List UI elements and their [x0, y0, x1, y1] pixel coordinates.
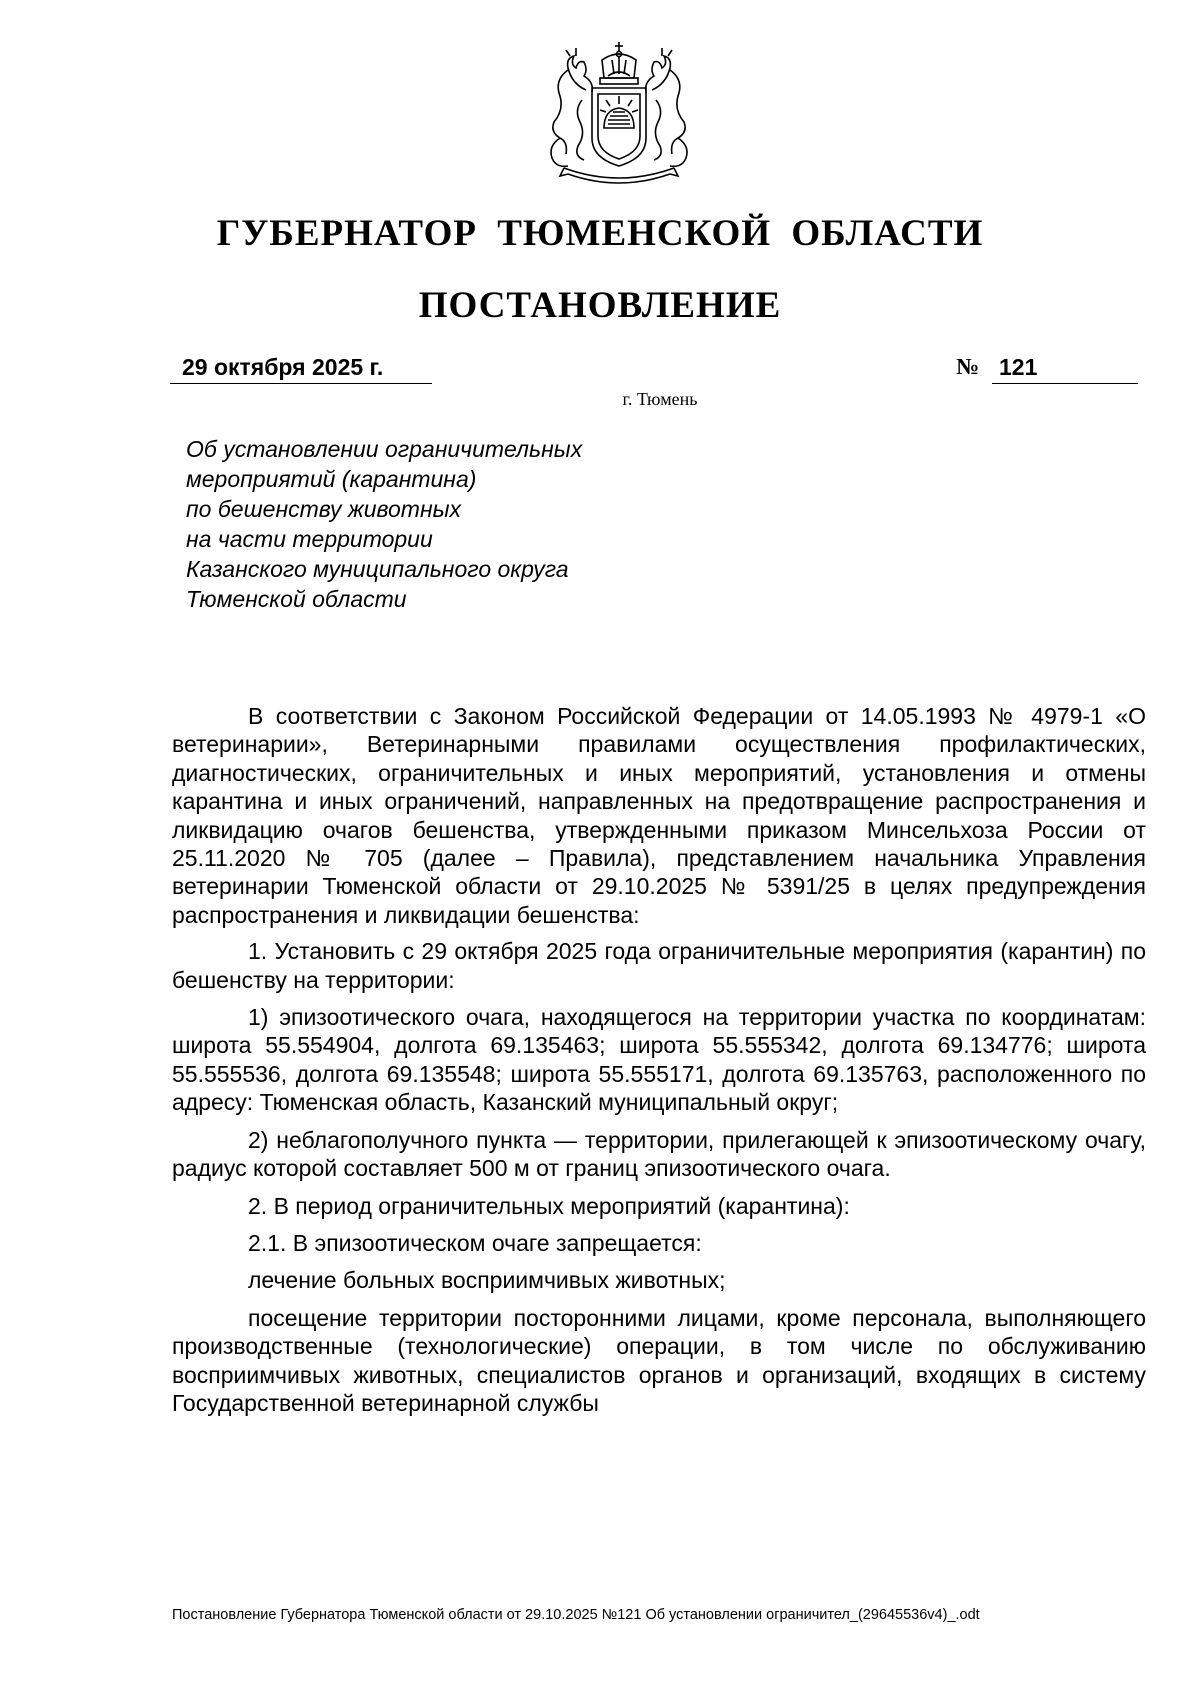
subject-line: мероприятий (карантина)	[186, 466, 477, 492]
document-subject	[186, 434, 706, 614]
clause-1-item-1: 1) эпизоотического очага, находящегося на территории участка по координатам: широта 55.554904, долгота 69.135463; широта 55.555342, долгота 69.134776; широта 55.555536, долгота 69.135548; широта 55.555171, долгота 69.135763, расположенного по адресу: Тюменская область, Казанский муниципальный округ;	[172, 1004, 1146, 1116]
document-type-title: ПОСТАНОВЛЕНИЕ	[418, 285, 782, 326]
ribbon-icon	[560, 168, 678, 183]
clause-1-item-2: 2) неблагополучного пункта — территории, прилегающей к эпизоотическому очагу, радиус которой составляет 500 м от границ эпизоотического очага.	[172, 1126, 1146, 1182]
subject-line: по бешенству животных	[186, 496, 462, 522]
clause-2-1-item: посещение территории посторонними лицами, кроме персонала, выполняющего производственные (технологические) операции, в том числе по обслуживанию восприимчивых животных, специалистов органов и организаций, входящих в систему Государственной ветеринарной службы	[172, 1304, 1146, 1416]
left-supporter-icon	[551, 48, 592, 166]
document-date: 29 октября 2025 г.	[170, 354, 432, 384]
document-footer-filename: Постановление Губернатора Тюменской области от 29.10.2025 №121 Об установлении ограничител_(29645536v4)_.odt	[172, 1607, 980, 1623]
subject-line: Казанского муниципального округа	[186, 556, 569, 582]
coat-of-arms-emblem	[524, 30, 714, 190]
preamble-paragraph: В соответствии с Законом Российской Федерации от 14.05.1993 № 4979-1 «О ветеринарии», Ветеринарными правилами осуществления профилактических, диагностических, ограничительных и иных мероприятий, установления и отмены карантина и иных ограничений, направленных на предотвращение распространения и ликвидацию очагов бешенства, утвержденными приказом Минсельхоза России от 25.11.2020 № 705 (далее – Правила), представлением начальника Управления ветеринарии Тюменской области от 29.10.2025 № 5391/25 в целях предупреждения распространения и ликвидации бешенства:	[172, 703, 1146, 928]
document-city: г. Тюмень	[622, 389, 698, 409]
clause-1: 1. Установить с 29 октября 2025 года ограничительные мероприятия (карантин) по бешенству на территории:	[172, 938, 1146, 993]
issuing-authority-title: ГУБЕРНАТОР ТЮМЕНСКОЙ ОБЛАСТИ	[216, 213, 984, 254]
clause-2-1-item: лечение больных восприимчивых животных;	[248, 1267, 726, 1294]
shield-icon	[592, 88, 646, 166]
subject-line: на части территории	[186, 526, 433, 552]
crown-icon	[600, 42, 638, 84]
document-number: 121	[992, 354, 1138, 384]
clause-2-1: 2.1. В эпизоотическом очаге запрещается:	[248, 1229, 702, 1256]
document-body	[172, 702, 1146, 1417]
clause-2: 2. В период ограничительных мероприятий (карантина):	[248, 1192, 850, 1219]
subject-line: Тюменской области	[186, 586, 407, 612]
right-supporter-icon	[646, 48, 687, 166]
subject-line: Об установлении ограничительных	[186, 436, 583, 462]
document-number-label: №	[956, 354, 980, 379]
